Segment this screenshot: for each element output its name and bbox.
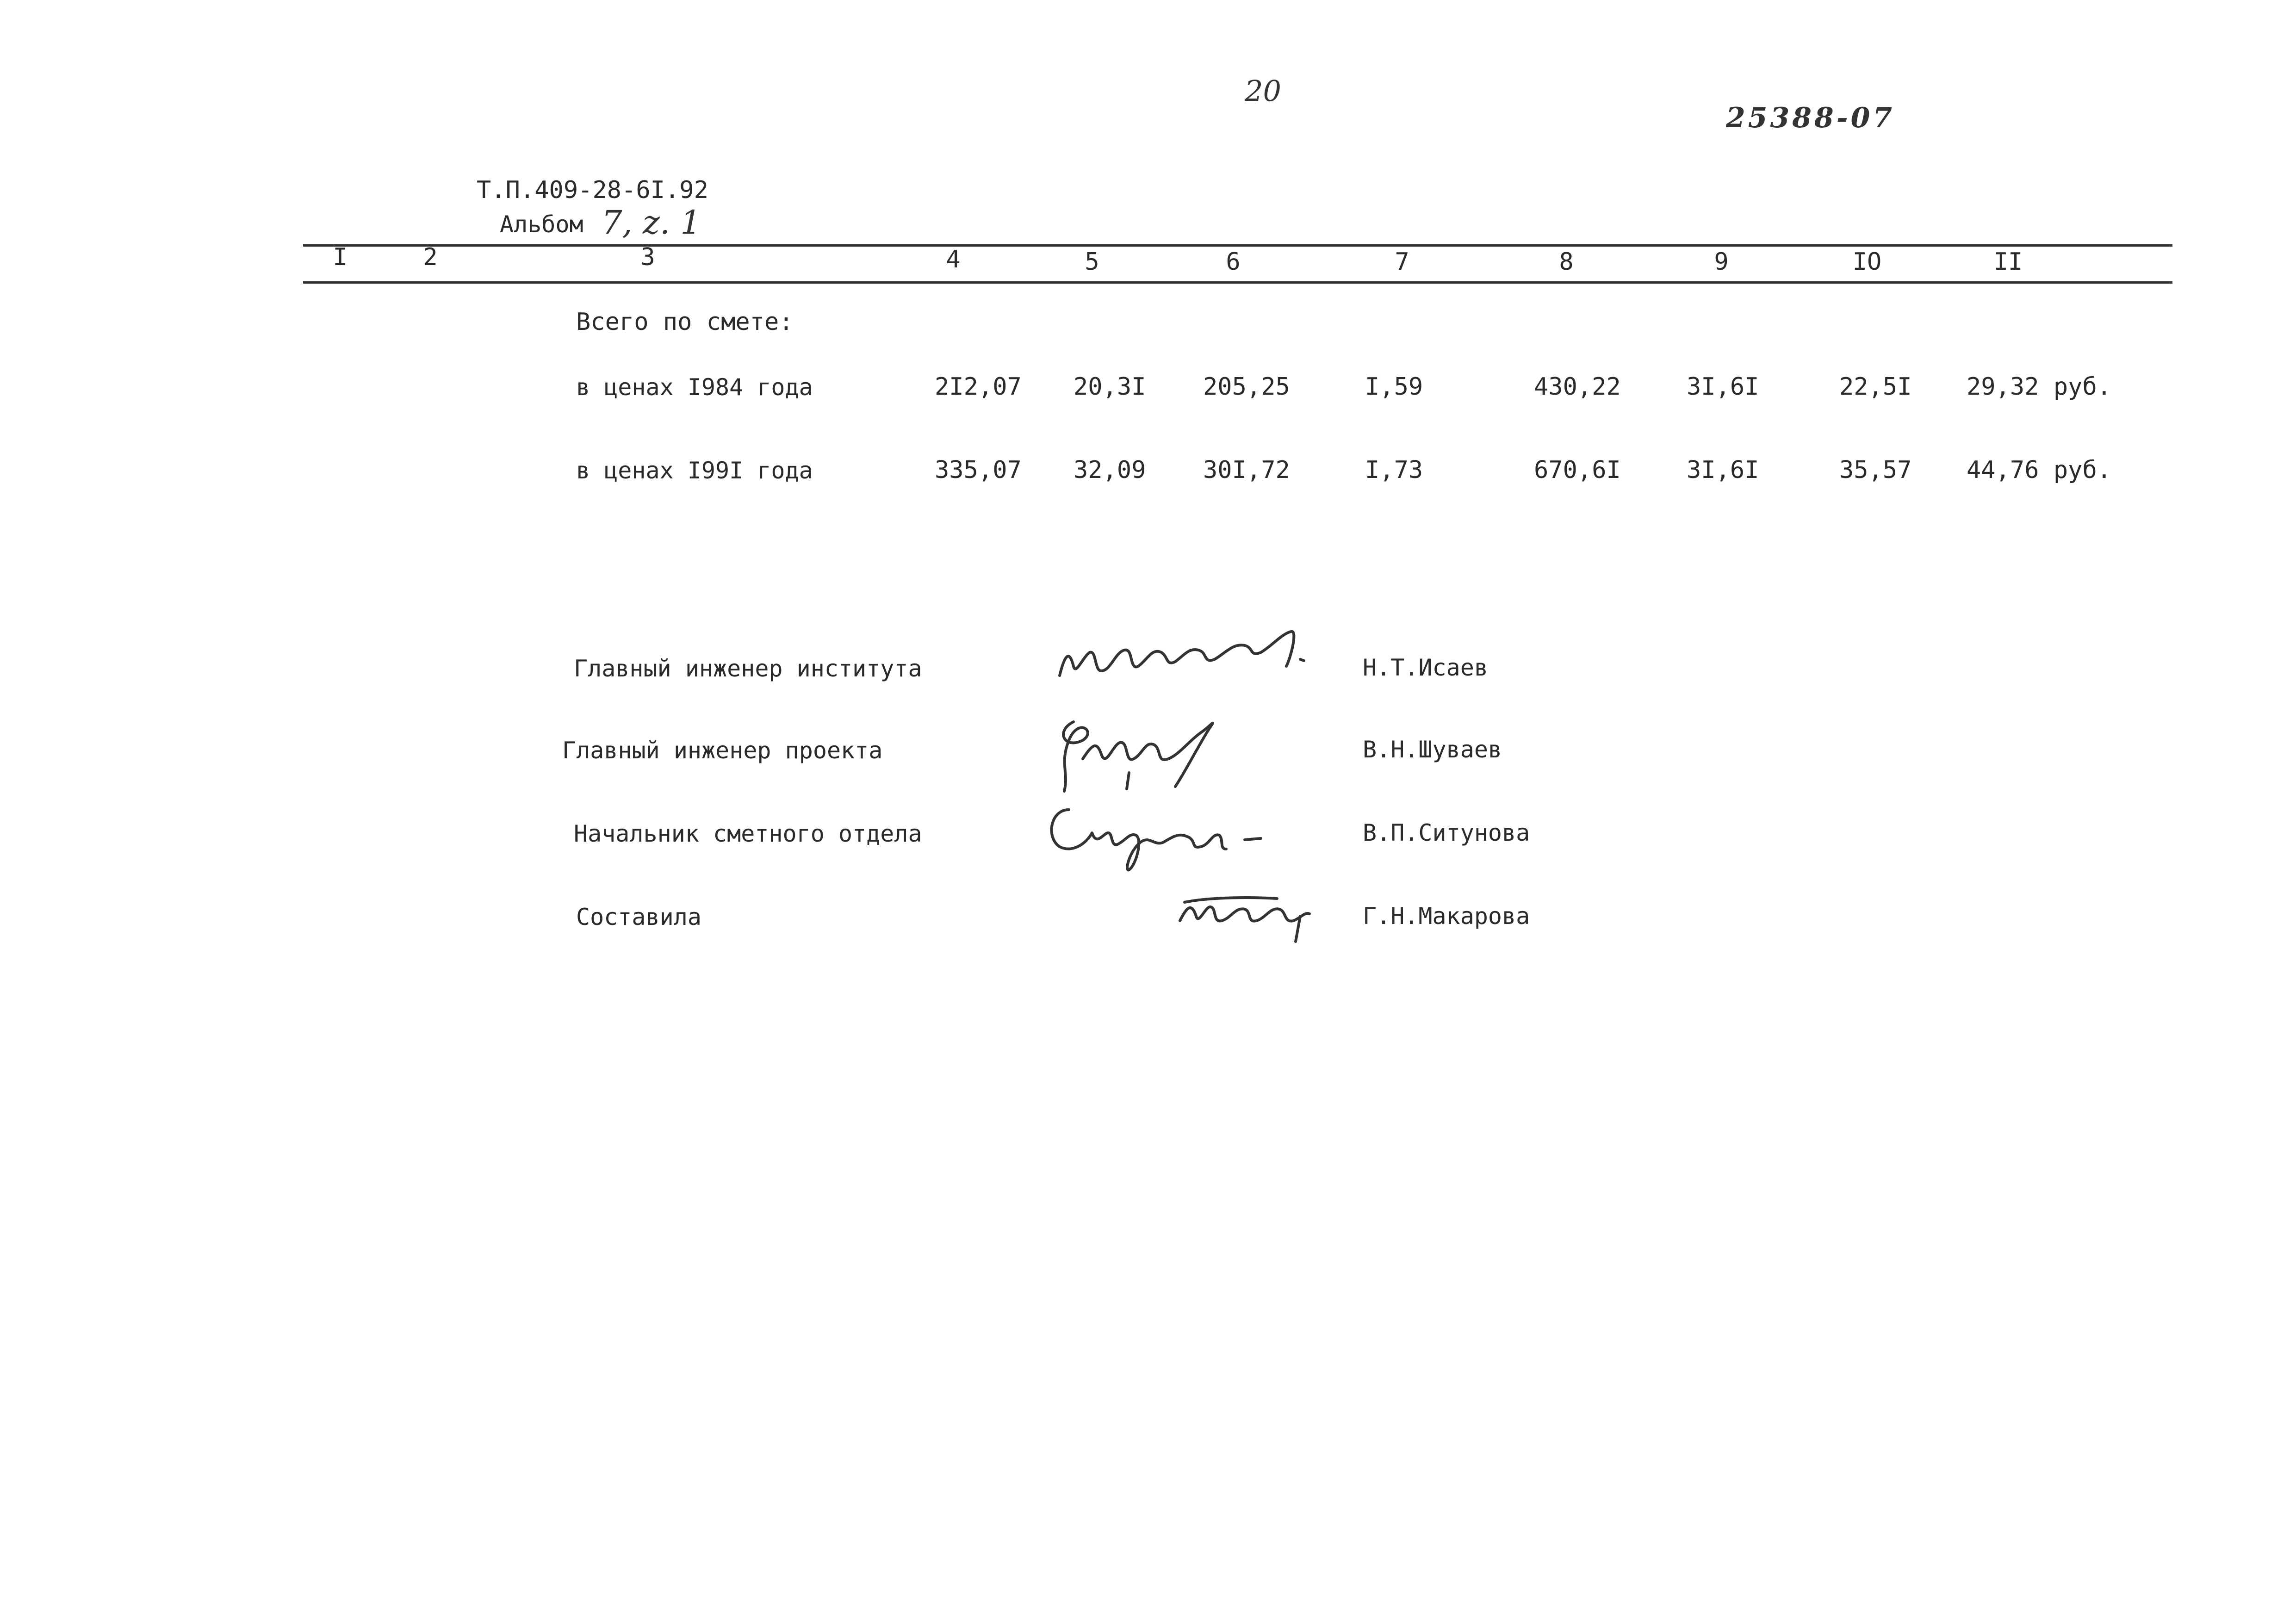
column-number-4: 4 (946, 246, 961, 273)
cell-col10: 22,5I (1839, 373, 1912, 401)
cell-col9: 3I,6I (1687, 373, 1759, 401)
column-number-7: 7 (1395, 248, 1409, 276)
cell-col6: 205,25 (1203, 373, 1290, 401)
table-header-rule (303, 281, 2172, 284)
column-number-6: 6 (1226, 248, 1241, 276)
cell-col11: 29,32 руб. (1967, 373, 2112, 401)
column-number-3: 3 (640, 243, 655, 271)
project-code: Т.П.409-28-6I.92 (477, 176, 708, 204)
column-number-1: I (333, 243, 348, 271)
row-label: в ценах I984 года (576, 374, 813, 401)
cell-col10: 35,57 (1839, 456, 1912, 484)
handwritten-signature (1036, 796, 1277, 879)
column-number-2: 2 (423, 243, 438, 271)
handwritten-signature (1050, 606, 1328, 699)
signatory-name: Г.Н.Макарова (1363, 903, 1530, 930)
cell-col6: 30I,72 (1203, 456, 1290, 484)
cell-col9: 3I,6I (1687, 456, 1759, 484)
signatory-name: В.П.Ситунова (1363, 819, 1530, 846)
column-number-10: IO (1852, 248, 1882, 276)
cell-col8: 430,22 (1534, 373, 1621, 401)
cell-col5: 32,09 (1074, 456, 1146, 484)
cell-col5: 20,3I (1074, 373, 1146, 401)
handwritten-signature (1171, 879, 1328, 953)
signatory-position: Составила (576, 904, 701, 930)
column-number-9: 9 (1714, 248, 1729, 276)
table-top-rule (303, 244, 2172, 247)
album-label: Альбом (500, 211, 583, 238)
totals-label: Всего по смете: (576, 308, 794, 336)
signatory-position: Главный инженер проекта (562, 737, 883, 764)
album-number: 7, z. 1 (602, 204, 701, 242)
cell-col4: 2I2,07 (935, 373, 1022, 401)
cell-col7: I,73 (1365, 456, 1423, 484)
signatory-position: Главный инженер института (574, 655, 922, 682)
column-number-8: 8 (1559, 248, 1574, 276)
signatory-name: В.Н.Шуваев (1363, 736, 1502, 763)
handwritten-signature (1036, 703, 1268, 805)
register-code: 25388-07 (1726, 102, 1895, 134)
cell-col11: 44,76 руб. (1967, 456, 2112, 484)
signatory-name: Н.Т.Исаев (1363, 654, 1488, 681)
page-number: 20 (1245, 74, 1281, 108)
row-label: в ценах I99I года (576, 457, 813, 484)
cell-col8: 670,6I (1534, 456, 1621, 484)
column-number-11: II (1993, 248, 2023, 276)
signatory-position: Начальник сметного отдела (574, 820, 922, 847)
column-number-5: 5 (1085, 248, 1099, 276)
cell-col4: 335,07 (935, 456, 1022, 484)
cell-col7: I,59 (1365, 373, 1423, 401)
